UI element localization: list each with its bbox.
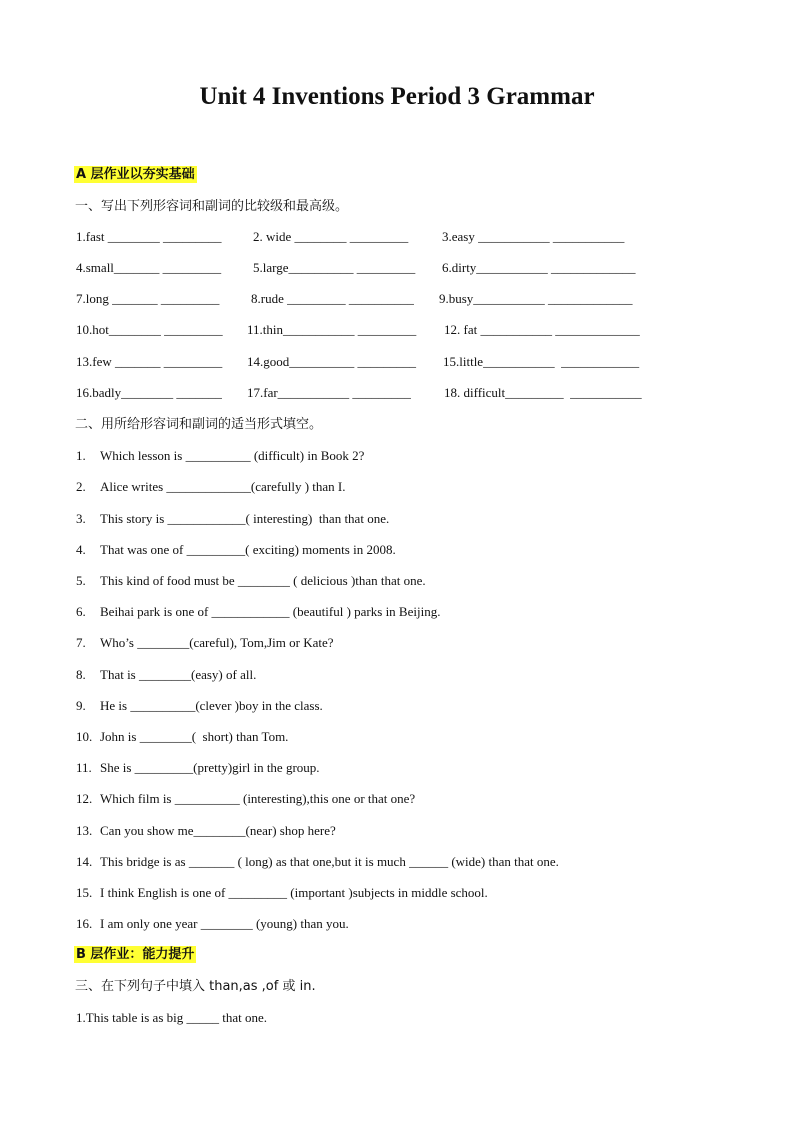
section-a-heading: A 层作业以夯实基础 <box>76 167 195 182</box>
part2-heading: 二、用所给形容词和副词的适当形式填空。 <box>75 417 323 432</box>
vocab-item: 16.badly________ _______ <box>76 385 222 400</box>
exercise-item <box>76 603 440 621</box>
exercise-item <box>76 728 288 746</box>
vocab-item: 13.few _______ _________ <box>76 354 223 369</box>
item-text: Can you show me________(near) shop here? <box>100 823 336 838</box>
item-text: Which lesson is __________ (difficult) in Book 2? <box>100 448 365 463</box>
item-number: 14. <box>76 854 93 869</box>
exercise-item <box>76 634 334 652</box>
exercise-item: 1.This table is as big _____ that one. <box>76 1010 268 1025</box>
item-text: Who’s ________(careful), Tom,Jim or Kate? <box>100 635 334 650</box>
item-text: She is _________(pretty)girl in the group. <box>100 760 320 775</box>
item-number: 1. <box>76 448 86 463</box>
exercise-item <box>76 697 323 715</box>
vocab-item: 11.thin___________ _________ <box>247 322 417 337</box>
item-text: This story is ____________( interesting) than that one. <box>100 511 390 526</box>
exercise-item <box>76 666 256 684</box>
vocab-row <box>76 354 716 372</box>
item-number: 7. <box>76 635 86 650</box>
vocab-item: 8.rude _________ __________ <box>251 291 414 306</box>
vocab-item: 7.long _______ _________ <box>76 291 220 306</box>
vocab-item: 3.easy ___________ ___________ <box>442 229 625 244</box>
vocab-row <box>76 322 716 340</box>
item-number: 12. <box>76 791 93 806</box>
vocab-item: 12. fat ___________ _____________ <box>444 322 640 337</box>
exercise-item <box>76 822 336 840</box>
item-text: I am only one year ________ (young) than you. <box>100 916 349 931</box>
item-number: 8. <box>76 667 86 682</box>
vocab-item: 14.good__________ _________ <box>247 354 416 369</box>
vocab-item: 15.little___________ ____________ <box>443 354 640 369</box>
vocab-row <box>76 229 716 247</box>
item-number: 13. <box>76 823 93 838</box>
item-text: Beihai park is one of ____________ (beautiful ) parks in Beijing. <box>100 604 441 619</box>
exercise-item <box>76 884 488 902</box>
item-text: Which film is __________ (interesting),this one or that one? <box>100 791 416 806</box>
exercise-item <box>76 790 415 808</box>
vocab-row <box>76 291 716 309</box>
vocab-item: 18. difficult_________ ___________ <box>444 385 642 400</box>
item-text: Alice writes _____________(carefully ) than I. <box>100 479 346 494</box>
exercise-item <box>76 510 389 528</box>
exercise-item <box>76 572 426 590</box>
vocab-item: 4.small_______ _________ <box>76 260 222 275</box>
item-text: This kind of food must be ________ ( delicious )than that one. <box>100 573 426 588</box>
vocab-row <box>76 385 716 403</box>
page-title: Unit 4 Inventions Period 3 Grammar <box>199 83 595 110</box>
vocab-item: 17.far___________ _________ <box>247 385 411 400</box>
vocab-row <box>76 260 716 278</box>
item-number: 4. <box>76 542 86 557</box>
vocab-item: 10.hot________ _________ <box>76 322 223 337</box>
item-number: 16. <box>76 916 93 931</box>
vocab-item: 5.large__________ _________ <box>253 260 416 275</box>
item-number: 10. <box>76 729 93 744</box>
item-text: He is __________(clever )boy in the class. <box>100 698 323 713</box>
item-text: This bridge is as _______ ( long) as that one,but it is much ______ (wide) than that one. <box>100 854 559 869</box>
section-b-heading: B 层作业：能力提升 <box>76 947 195 962</box>
exercise-item <box>76 759 320 777</box>
exercise-item <box>76 541 396 559</box>
item-text: That is ________(easy) of all. <box>100 667 257 682</box>
item-number: 15. <box>76 885 93 900</box>
exercise-item <box>76 478 345 496</box>
vocab-item: 9.busy___________ _____________ <box>439 291 633 306</box>
vocab-item: 1.fast ________ _________ <box>76 229 222 244</box>
vocab-item: 2. wide ________ _________ <box>253 229 409 244</box>
exercise-item <box>76 915 349 933</box>
item-text: John is ________( short) than Tom. <box>100 729 289 744</box>
item-number: 6. <box>76 604 86 619</box>
item-number: 11. <box>76 760 92 775</box>
exercise-item <box>76 853 559 871</box>
item-number: 2. <box>76 479 86 494</box>
item-text: I think English is one of _________ (important )subjects in middle school. <box>100 885 488 900</box>
item-number: 9. <box>76 698 86 713</box>
vocab-item: 6.dirty___________ _____________ <box>442 260 636 275</box>
item-number: 3. <box>76 511 86 526</box>
part1-heading: 一、写出下列形容词和副词的比较级和最高级。 <box>75 199 349 214</box>
item-number: 5. <box>76 573 86 588</box>
part3-heading: 三、在下列句子中填入 than,as ,of 或 in. <box>75 979 316 994</box>
item-text: That was one of _________( exciting) moments in 2008. <box>100 542 396 557</box>
exercise-item <box>76 447 364 465</box>
